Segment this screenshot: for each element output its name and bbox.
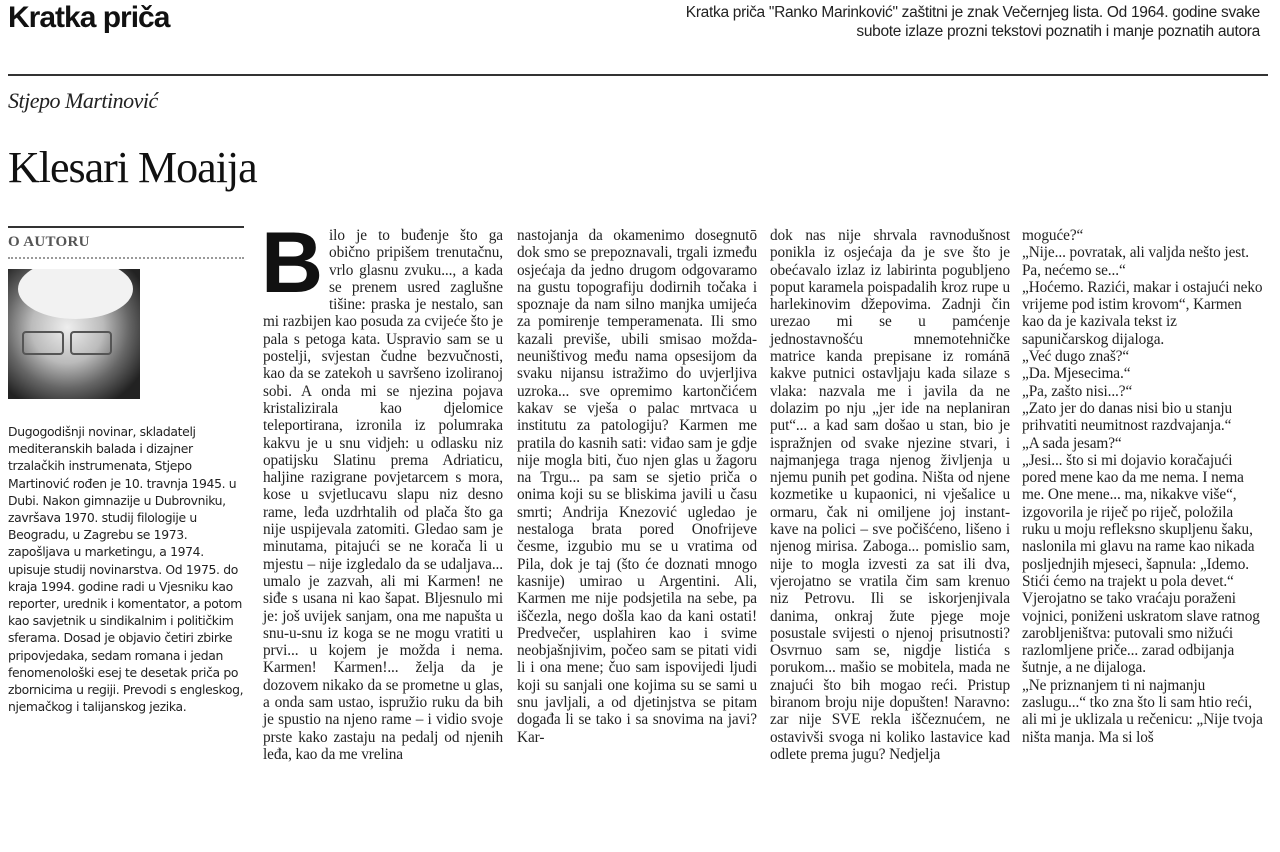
- author-photo: [8, 269, 140, 399]
- sidebar-divider: [8, 226, 244, 228]
- about-author-sidebar: [8, 226, 244, 715]
- photo-hair-shape: [18, 269, 133, 319]
- section-title: Kratka priča: [8, 1, 170, 34]
- article-column-3: [770, 227, 1010, 763]
- article-column-2: [517, 227, 757, 746]
- article-column-1: [261, 215, 503, 763]
- header-divider: [8, 74, 1268, 76]
- photo-glasses-right: [70, 331, 112, 355]
- section-tagline: Kratka priča "Ranko Marinković" zaštitni je znak Večernjeg lista. Od 1964. godine svake subote izlaze prozni tekstovi poznatih i manje poznatih autora: [685, 4, 1260, 40]
- dotted-divider: [8, 257, 244, 259]
- column-text: nastojanja da okamenimo dosegnutō dok smo se prepoznavali, trgali između osjećaja da jedno drugom odgovaramo na gustu topografiju dodirnih točaka i spoznaje da nam silno manjka umijeća za pomirenje temperamenata. Ili smo kazali previše, ubili smisao možda-neuništivog među nama opsesijom da svaku nijansu istražimo do uvjerljiva uzroka... sve opremimo kartončićem kakav se vješa o palac mrtvaca u institutu za patologiju? Karmen me pratila do kasnih sati: viđao sam je gdje nije mogla biti, čuo njen glas u žagoru na Trgu... pa sam se sjetio priča o onima koji su se bliskima javili u času smrti; Andrija Knezović ugledao je nestaloga brata pored Onofrijeve česme, izgubio mu se u vratima od Pila, dok je taj (što će doznati mnogo kasnije) umirao u Argentini. Ali, Karmen me nije podsjetila na sebe, pa iščezla, nego došla kao da kani ostati! Predvečer, usplahiren kao i svime neobjašnjivim, počeo sam se pitati vidi li i ona mene; čuo sam ispovijedi ljudi koji su sanjali one kojima su se sami u snu javljali, a od djetinjstva se pitam događa li se tako i sa snovima na javi? Kar-: [517, 227, 757, 746]
- photo-glasses-left: [22, 331, 64, 355]
- article-column-4: [1022, 227, 1264, 746]
- column-text: ilo je to buđenje što ga obično pripišem trenutačnu, vrlo glasnu zvuku..., a kada se prenem usred zaglušne tišine: praska je nestalo, san mi razbijen kao posuda za cvijeće što je pala s petoga kata. Uspravio sam se u postelji, svjestan čudne bezvučnosti, kao da se zatekoh u savršeno izoliranoj sobi. A onda mi se njezina pojava kristalizirala kao djelomice teleportirana, izronila iz polumraka kakvu je u snu vidjeh: u odlasku niz opatijsku Slatinu prema Adriaticu, haljine razigrane povjetarcem s mora, kose u svjetlucavu slapu niz desno rame, leđa uzdrhtalih od plača što ga nije uspijevala zatomiti. Gledao sam je minutama, pitajući se ne korača li u mjestu – nije izgledalo da se udaljava... umalo je zazvah, ali mi Karmen! ne siđe s usana ni kao šapat. Bljesnulo mi je: još uvijek sanjam, ona me napušta u snu-u-snu iz koga se ne mogu vratiti u prvi... u kojem je možda i nema. Karmen! Karmen!... želja da je dozovem nikako da se prometne u glas, a onda sam ustao, ispružio ruku da bih je spustio na njeno rame – i vidio svoje prste kako zastaju na pedalj od njenih leđa, kao da me vrelina: [263, 227, 503, 763]
- author-bio: Dugogodišnji novinar, skladatelj mediteranskih balada i dizajner trzalačkih instrumenata, Stjepo Martinović rođen je 10. travnja 1945. u Dubi. Nakon gimnazije u Dubrovniku, završava 1970. studij filologije u Beogradu, u Zagrebu se 1973. zapošljava u marketingu, a 1974. upisuje studij novinarstva. Od 1975. do kraja 1994. godine radi u Vjesniku kao reporter, urednik i komentator, a potom kao savjetnik u sindikalnim i političkim sferama. Dosad je objavio četiri zbirke pripovjedaka, sedam romana i jedan fenomenološki esej te desetak priča po zbornicima u regiji. Prevodi s engleskog, njemačkog i talijanskog jezika.: [8, 424, 244, 715]
- drop-cap: B: [261, 215, 324, 311]
- article-title: Klesari Moaija: [8, 143, 257, 192]
- article-author: Stjepo Martinović: [8, 88, 158, 113]
- column-text: dok nas nije shrvala ravnodušnost ponikla iz osjećaja da je sve što je obećavalo izlaz iz labirinta pogubljeno poput karamela poispadalih kroz rupe u harlekinovim džepovima. Zadnji čin urezao mi se u pamćenje jednostavnošću mnemotehničke matrice kanda prepisane iz románā kakve putnici ostavljaju kada silaze s vlaka: nazvala me i javila da ne dolazim po nju „jer ide na neplaniran put“... a kad sam došao u stan, bio je ispražnjen od svake njezine stvari, i najmanjega traga njenog življenja u njemu punih pet godina. Ništa od njene kozmetike u kupaonici, ni vješalice u ormaru, čak ni omiljene joj instant-kave na polici – sve počišćeno, lišeno i njenog mirisa. Zaboga... pomislio sam, nije to mogla izvesti za sat ili dva, vjerojatno se vratila čim sam krenuo niz Petrovu. Ili se iskorjenjivala danima, onkraj žute pjege moje posustale svijesti o njenoj prisutnosti? Osvrnuo sam se, nigdje listića s porukom... mašio se mobitela, mada ne znajući što bih mogao reći. Pristup biranom broju nije dopušten! Naravno: zar nije SVE rekla iščeznućem, ne ostavivši svoga ni koliko lastavice kad odlete prema jugu? Nedjelja: [770, 227, 1010, 763]
- column-text: moguće?“ „Nije... povratak, ali valjda nešto jest. Pa, nećemo se...“ „Hoćemo. Razići, makar i ostajući neko vrijeme pod istim krovom“, Karmen kao da je kazivala tekst iz sapuničarskog dijaloga. „Već dugo znaš?“ „Da. Mjesecima.“ „Pa, zašto nisi...?“ „Zato jer do danas nisi bio u stanju prihvatiti neumitnost razdvajanja.“ „A sada jesam?“ „Jesi... što si mi dojavio koračajući pored mene kao da me nema. I nema me. One mene... ma, nikakve više“, izgovorila je riječ po riječ, položila ruku u moju refleksno skupljenu šaku, naslonila mi glavu na rame kao nikada posljednjih mjeseci, šapnula: „Idemo. Stići ćemo na trajekt u pola devet.“ Vjerojatno se tako vraćaju poraženi vojnici, poniženi uskratom slave ratnog zarobljeništva: putovali smo nižući razlomljene priče... zarad odbijanja šutnje, a ne dijaloga. „Ne priznanjem ti ni najmanju zaslugu...“ tko zna što li sam htio reći, ali mi je uklizala u rečenicu: „Nije tvoja ništa manja. Ma si loš: [1022, 227, 1263, 746]
- sidebar-label: O AUTORU: [8, 234, 90, 250]
